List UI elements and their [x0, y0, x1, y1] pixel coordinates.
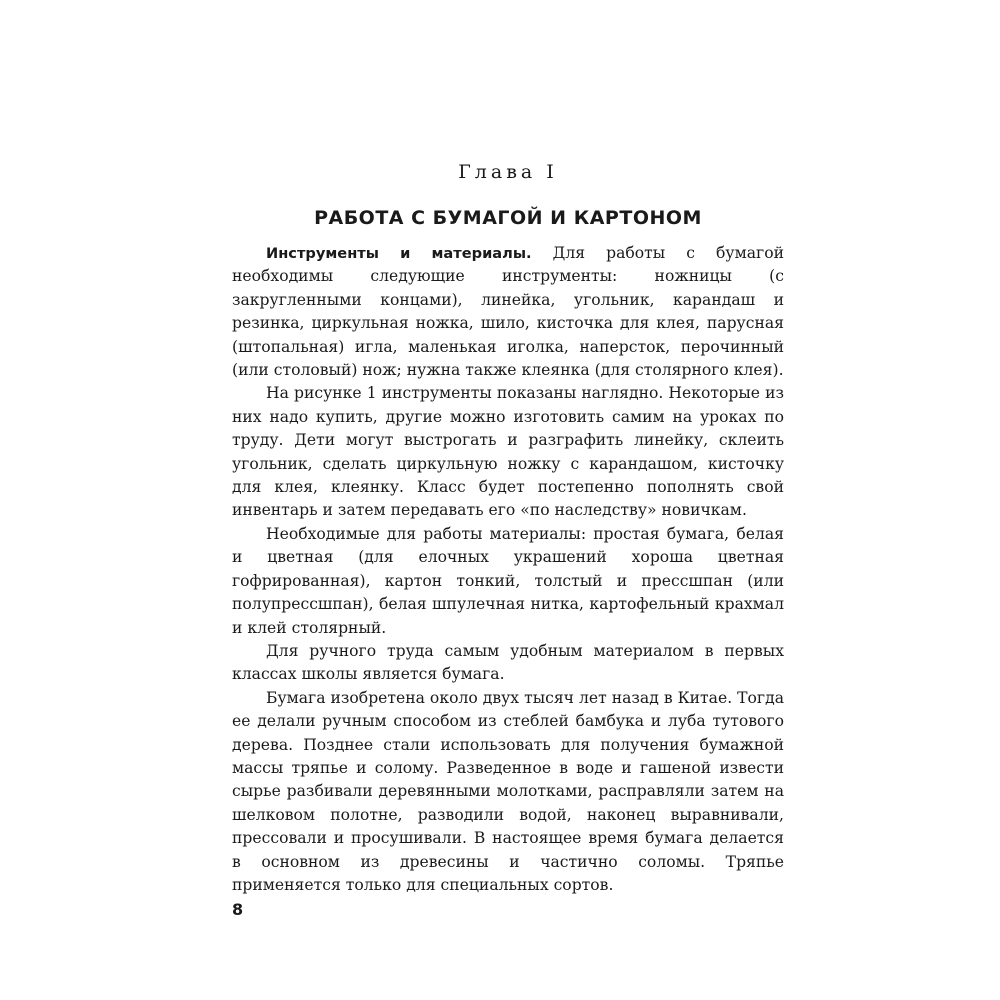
page — [232, 158, 784, 921]
paragraph-materials: Необходимые для работы материалы: простая бумага, белая и цветная (для елочных украшений хороша цветная гофрированная), картон тонкий, толстый и прессшпан (или полупрессшпан), белая шпулечная нитка, картофельный крахмал и клей столярный. — [232, 524, 784, 637]
body-text — [232, 242, 784, 897]
paragraph-text: Для работы с бумагой необходимы следующие инструменты: ножницы (с закругленными концами), линейка, угольник, карандаш и резинка, циркульная ножка, шило, кисточка для клея, парусная (штопальная) игла, маленькая иголка, наперсток, перочинный (или столовый) нож; нужна также клеянка (для столярного клея). — [232, 244, 784, 380]
page-number: 8 — [232, 900, 244, 920]
paragraph-lead: Инструменты и материалы. — [266, 245, 532, 262]
paragraph-paper-convenient: Для ручного труда самым удобным материалом в первых классах школы является бумага. — [232, 641, 784, 684]
section-title: РАБОТА С БУМАГОЙ И КАРТОНОМ — [314, 207, 702, 229]
paragraph-tools — [232, 242, 784, 382]
paragraph-paper-history: Бумага изобретена около двух тысяч лет назад в Китае. Тогда ее делали ручным способом из стеблей бамбука и луба тутового дерева. Позднее стали использовать для получения бумажной массы тряпье и солому. Разведенное в воде и гашеной извести сырье разбивали деревянными молотками, расправляли затем на шелковом полотне, разводили водой, наконец выравнивали, прессовали и просушивали. В настоящее время бумага делается в основном из древесины и частично соломы. Тряпье применяется только для специальных сортов. — [232, 688, 784, 894]
chapter-heading: Глава I — [458, 161, 558, 183]
paragraph-figure: На рисунке 1 инструменты показаны наглядно. Некоторые из них надо купить, другие можно изготовить самим на уроках по труду. Дети могут выстрогать и разграфить линейку, склеить угольник, сделать циркульную ножку с карандашом, кисточку для клея, клеянку. Класс будет постепенно пополнять свой инвентарь и затем передавать его «по наследству» новичкам. — [232, 384, 784, 520]
